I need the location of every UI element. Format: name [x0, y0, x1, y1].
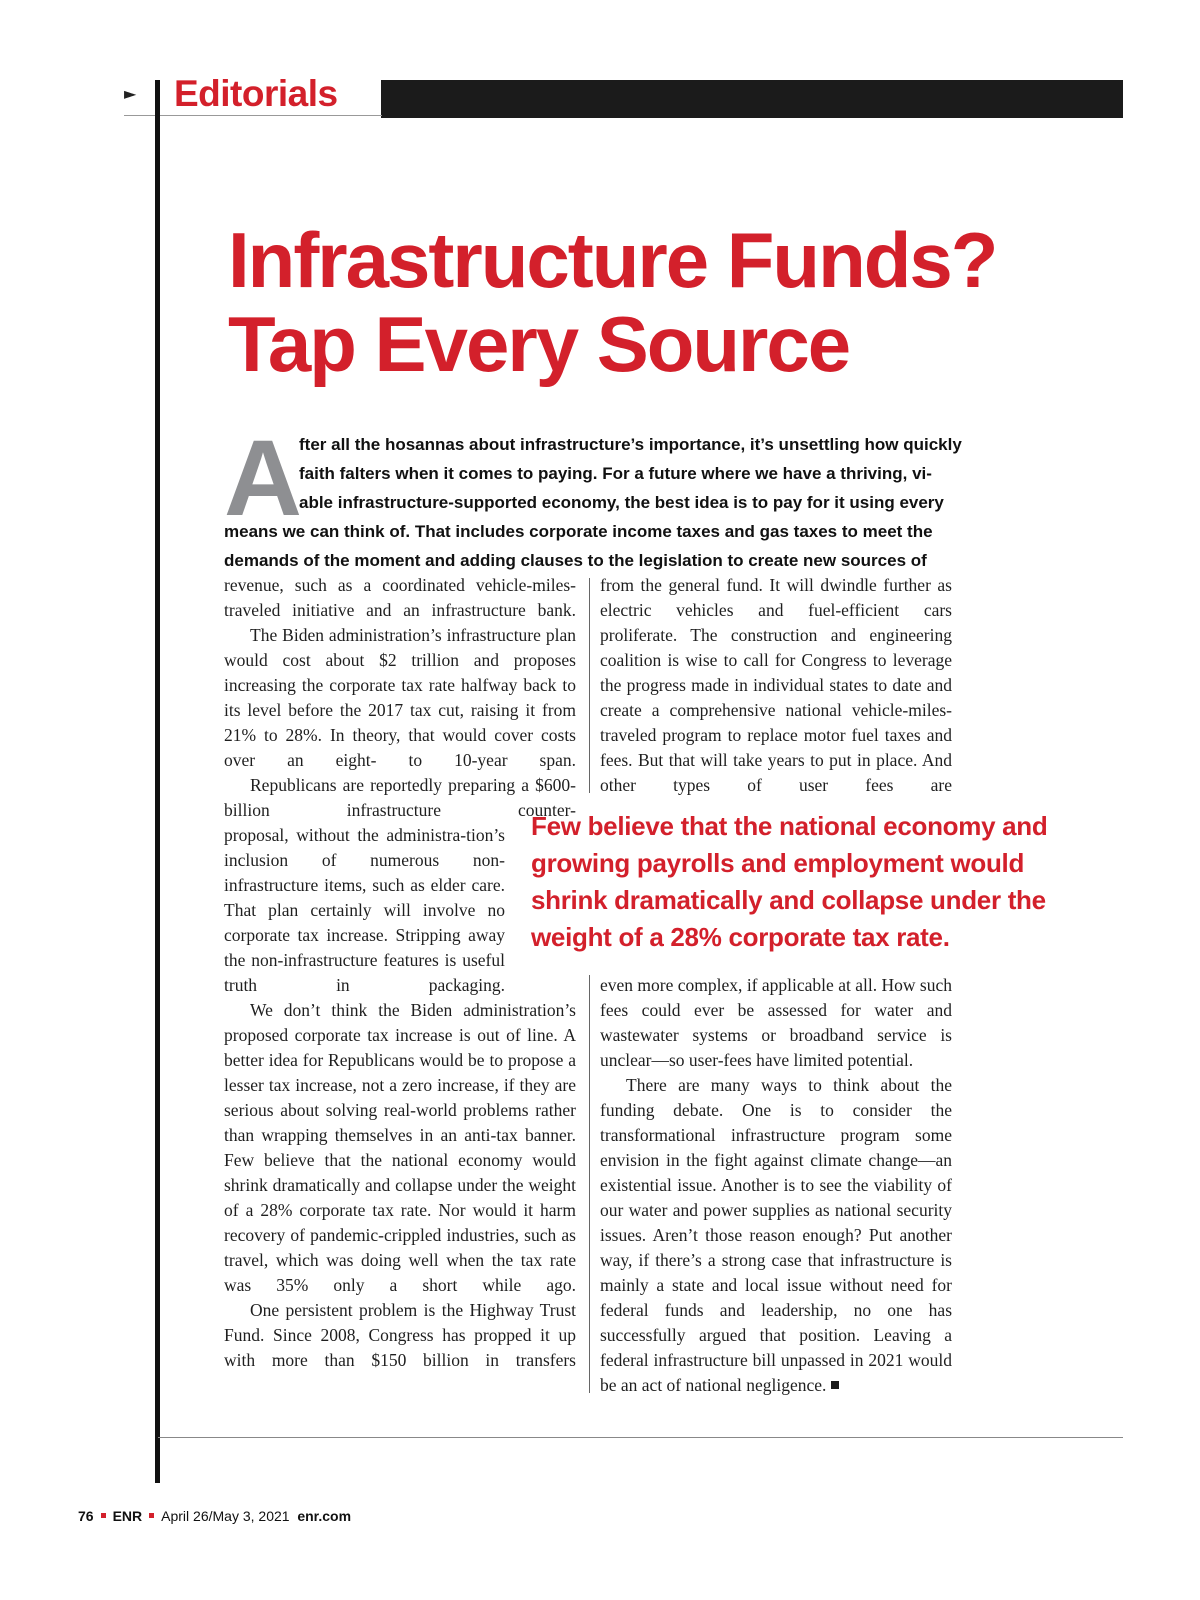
pull-quote-line-2: growing payrolls and employment would: [531, 848, 1025, 878]
left-vertical-bar: [155, 80, 160, 1483]
drop-cap: A: [224, 417, 302, 538]
header-rule-left: [124, 115, 156, 116]
right-paragraph-2: even more complex, if applicable at all. How such fees could ever be assessed for water and wastewater systems or broadband service is unclear—so user-fees have limited potential.: [600, 975, 952, 1070]
header-rule: [160, 115, 382, 116]
footer: [78, 1508, 351, 1524]
bottom-rule: [158, 1437, 1123, 1438]
separator-square-icon: [101, 1513, 106, 1518]
lead-line-3: able infrastructure-supported economy, the best idea is to pay for it using every: [299, 493, 944, 512]
lead-line-1: fter all the hosannas about infrastructure’s importance, it’s unsettling how quickly: [299, 435, 962, 454]
column-divider-lower: [589, 975, 590, 1393]
headline: [228, 218, 1108, 386]
right-column-upper: [600, 573, 952, 798]
right-paragraph-1: from the general fund. It will dwindle further as electric vehicles and fuel-efficient cars proliferate. The construction and engineering coalition is wise to call for Congress to leverage the progress made in individual states to date and create a comprehensive national vehicle-miles-traveled program to replace motor fuel taxes and fees. But that will take years to put in place. And other types of user fees are: [600, 575, 952, 795]
right-paragraph-3-wrap: [600, 1073, 952, 1398]
left-paragraph-3b: proposal, without the administra-tion’s inclusion of numerous non-infrastructure items, such as elder care. That plan certainly will involve no corporate tax increase. Stripping away the non-infrastructure features is useful truth in packaging.: [224, 825, 505, 995]
pull-quote-line-1: Few believe that the national economy and: [531, 811, 1048, 841]
right-column-lower: [600, 973, 952, 1398]
lead-line-5: demands of the moment and adding clauses to the legislation to create new sources of: [224, 551, 927, 570]
end-mark-icon: [831, 1381, 839, 1389]
left-paragraph-3a: Republicans are reportedly preparing a $600-billion infrastructure counter-: [224, 775, 576, 820]
website: enr.com: [297, 1508, 352, 1524]
left-paragraph-4: We don’t think the Biden administration’s proposed corporate tax increase is out of line. A better idea for Republicans would be to propose a lesser tax increase, not a zero increase, if they are serious about solving real-world problems rather than wrapping themselves in an anti-tax banner. Few believe that the national economy would shrink dramatically and collapse under the weight of a 28% corporate tax rate. Nor would it harm recovery of pandemic-crippled industries, such as travel, which was doing well when the tax rate was 35% only a short while ago.: [224, 1000, 576, 1295]
left-column-lower: [224, 998, 576, 1373]
lead-line-2: faith falters when it comes to paying. For a future where we have a thriving, vi-: [299, 464, 932, 483]
left-paragraph-2: The Biden administration’s infrastructure plan would cost about $2 trillion and proposes increasing the corporate tax rate halfway back to its level before the 2017 tax cut, raising it from 21% to 28%. In theory, that would cover costs over an eight- to 10-year span.: [224, 625, 576, 770]
header-black-bar: [381, 80, 1123, 118]
pull-quote-line-3: shrink dramatically and collapse under the: [531, 885, 1046, 915]
right-paragraph-3: There are many ways to think about the funding debate. One is to consider the transformational infrastructure program some envision in the fight against climate change—an existential issue. Another is to see the viability of our water and power supplies as national security issues. Aren’t those reason enough? Put another way, if there’s a strong case that infrastructure is mainly a state and local issue without need for federal funds and leadership, no one has successfully argued that position. Leaving a federal infrastructure bill unpassed in 2021 would be an act of national negligence.: [600, 1075, 952, 1395]
section-title: Editorials: [174, 73, 338, 114]
left-paragraph-5: One persistent problem is the Highway Trust Fund. Since 2008, Congress has propped it up with more than $150 billion in transfers: [224, 1300, 576, 1370]
headline-line-1: Infrastructure Funds?: [228, 216, 997, 304]
left-paragraph-1: revenue, such as a coordinated vehicle-miles-traveled initiative and an infrastructure bank.: [224, 575, 576, 620]
pull-quote-line-4: weight of a 28% corporate tax rate.: [531, 922, 950, 952]
column-divider-upper: [589, 578, 590, 793]
issue-date: April 26/May 3, 2021: [161, 1508, 290, 1524]
left-column-narrow: [224, 823, 505, 998]
section-arrow-icon: ►: [124, 84, 137, 103]
pull-quote: [531, 808, 1111, 956]
separator-square-icon: [149, 1513, 154, 1518]
page-number: 76: [78, 1508, 94, 1524]
headline-line-2: Tap Every Source: [228, 300, 850, 388]
magazine-name: ENR: [112, 1508, 143, 1524]
lead-line-4: means we can think of. That includes corporate income taxes and gas taxes to meet the: [224, 522, 933, 541]
left-column-upper: [224, 573, 576, 823]
